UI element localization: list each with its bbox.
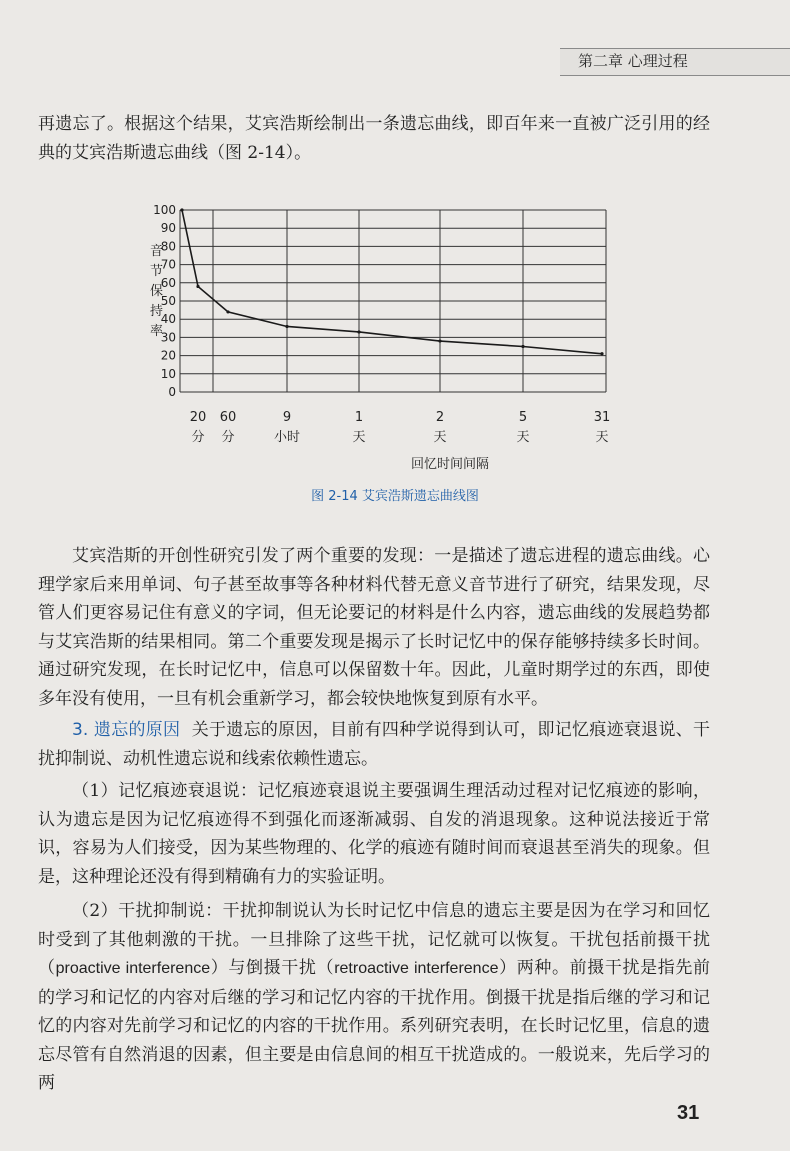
- y-tick-label: 10: [160, 366, 176, 381]
- y-tick-label: 20: [160, 348, 176, 363]
- paragraph-causes: [38, 716, 710, 773]
- paragraph-interference-theory: （2）干扰抑制说：干扰抑制说认为长时记忆中信息的遗忘主要是因为在学习和回忆时受到了其他刺激的干扰。一旦排除了这些干扰，记忆就可以恢复。干扰包括前摄干扰（proactive interference）与倒摄干扰（retroactive interference）两种。前摄干扰是指先前的学习和记忆的内容对后继的学习和记忆内容的干扰作用。倒摄干扰是指后继的学习和记忆的内容对先前学习和记忆的内容的干扰作用。系列研究表明，在长时记忆里，信息的遗忘尽管有自然消退的因素，但主要是由信息间的相互干扰造成的。一般说来，先后学习的两: [38, 901, 711, 1093]
- paragraph-intro: 再遗忘了。根据这个结果，艾宾浩斯绘制出一条遗忘曲线，即百年来一直被广泛引用的经典的艾宾浩斯遗忘曲线（图 2-14）。: [38, 114, 710, 163]
- y-axis-label: 音节保持率: [150, 244, 164, 339]
- x-tick-unit: 分: [191, 430, 205, 445]
- x-tick-label: 9: [282, 410, 292, 425]
- y-tick-label: 100: [153, 203, 176, 217]
- y-tick-label: 30: [160, 330, 176, 345]
- forgetting-curve-line: [182, 210, 602, 354]
- figure-caption: 图 2-14 艾宾浩斯遗忘曲线图: [311, 489, 479, 504]
- chart-grid: [180, 208, 606, 392]
- y-tick-label: 40: [160, 312, 176, 327]
- term-retroactive: retroactive interference: [334, 960, 499, 977]
- x-tick-unit: 天: [433, 430, 447, 445]
- x-axis-label: 回忆时间间隔: [410, 457, 490, 472]
- section-body: 关于遗忘的原因，目前有四种学说得到认可，即记忆痕迹衰退说、干扰抑制说、动机性遗忘说和线索依赖性遗忘。: [38, 720, 711, 769]
- x-tick-unit: 天: [352, 430, 366, 445]
- x-tick-label: 60: [219, 410, 237, 425]
- page-number: 31: [677, 1102, 700, 1124]
- y-tick-label: 80: [160, 239, 176, 254]
- chapter-title: 第二章 心理过程: [578, 52, 688, 70]
- paragraph-discoveries: 艾宾浩斯的开创性研究引发了两个重要的发现：一是描述了遗忘进程的遗忘曲线。心理学家后来用单词、句子甚至故事等各种材料代替无意义音节进行了研究，结果发现，尽管人们更容易记住有意义的字词，但无论要记的材料是什么内容，遗忘曲线的发展趋势都与艾宾浩斯的结果相同。第二个重要发现是揭示了长时记忆中的保存能够持续多长时间。通过研究发现，在长时记忆中，信息可以保留数十年。因此，儿童时期学过的东西，即使多年没有使用，一旦有机会重新学习，都会较快地恢复到原有水平。: [38, 546, 710, 709]
- section-heading: 3. 遗忘的原因: [72, 720, 181, 740]
- y-tick-label: 60: [160, 275, 176, 290]
- y-tick-label: 90: [160, 221, 176, 236]
- forgetting-curve-chart: [0, 0, 790, 480]
- y-tick-label: 50: [160, 294, 176, 308]
- x-axis-ticks: [190, 410, 611, 445]
- x-tick-label: 5: [518, 410, 528, 425]
- y-tick-label: 70: [160, 257, 176, 272]
- y-axis-ticks: [153, 203, 176, 399]
- x-tick-label: 2: [435, 410, 445, 425]
- y-tick-label: 0: [168, 385, 176, 399]
- x-tick-label: 20: [189, 410, 207, 425]
- x-tick-label: 1: [354, 410, 364, 425]
- x-tick-unit: 分: [221, 430, 235, 445]
- term-proactive: proactive interference: [55, 960, 211, 977]
- x-tick-unit: 天: [516, 430, 530, 445]
- x-tick-unit: 天: [595, 430, 609, 445]
- paragraph-decay-theory: （1）记忆痕迹衰退说：记忆痕迹衰退说主要强调生理活动过程对记忆痕迹的影响，认为遗忘是因为记忆痕迹得不到强化而逐渐减弱、自发的消退现象。这种说法接近于常识，容易为人们接受，因为某些物理的、化学的痕迹有随时间而衰退甚至消失的现象。但是，这种理论还没有得到精确有力的实验证明。: [38, 781, 710, 887]
- x-tick-unit: 小时: [273, 430, 301, 445]
- x-tick-label: 31: [593, 410, 611, 425]
